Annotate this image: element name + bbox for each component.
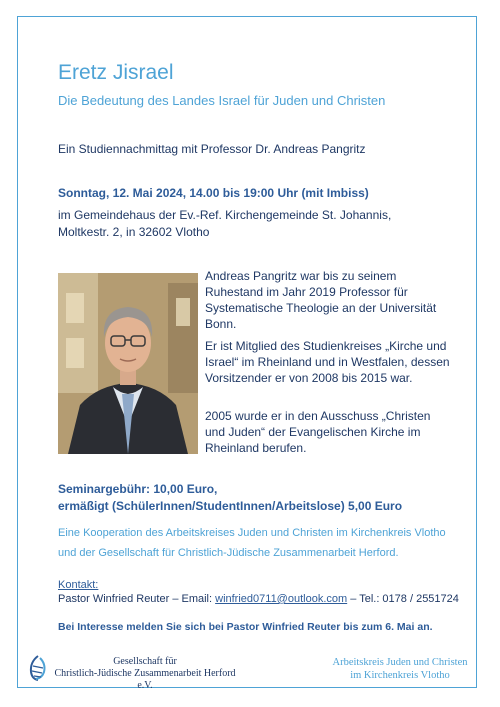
intro-line: Ein Studiennachmittag mit Professor Dr. Andreas Pangritz: [58, 142, 366, 156]
contact-phone: – Tel.: 0178 / 2551724: [347, 593, 459, 605]
speaker-photo: [58, 273, 198, 454]
society-name: [50, 656, 240, 692]
fee-line-1: Seminargebühr: 10,00 Euro,: [58, 482, 218, 496]
working-group-line-2: im Kirchenkreis Vlotho: [350, 670, 450, 681]
contact-email-link[interactable]: winfried0711@outlook.com: [215, 593, 348, 605]
registration-note: Bei Interesse melden Sie sich bei Pastor Winfried Reuter bis zum 6. Mai an.: [58, 621, 433, 633]
bio-paragraph-1: Andreas Pangritz war bis zu seinem Ruhestand im Jahr 2019 Professor für Systematische Theologie an der Universität Bonn.: [205, 269, 437, 331]
event-title: Eretz Jisrael: [58, 61, 174, 84]
venue-line-1: im Gemeindehaus der Ev.-Ref. Kirchengemeinde St. Johannis,: [58, 208, 392, 222]
event-subtitle: Die Bedeutung des Landes Israel für Juden und Christen: [58, 93, 386, 108]
event-venue: [58, 207, 391, 241]
venue-line-2: Moltkestr. 2, in 32602 Vlotho: [58, 225, 210, 239]
working-group-line-1: Arbeitskreis Juden und Christen: [332, 657, 468, 668]
event-date-time: Sonntag, 12. Mai 2024, 14.00 bis 19:00 Uhr (mit Imbiss): [58, 186, 369, 200]
society-name-line-2: Christlich-Jüdische Zusammenarbeit Herford e.V.: [54, 668, 236, 691]
fee-line-2: ermäßigt (SchülerInnen/StudentInnen/Arbeitslose) 5,00 Euro: [58, 499, 403, 513]
cooperation-line-2: und der Gesellschaft für Christlich-Jüdische Zusammenarbeit Herford.: [58, 547, 399, 559]
contact-heading: Kontakt:: [58, 579, 99, 591]
contact-prefix: Pastor Winfried Reuter – Email:: [58, 593, 216, 605]
cooperation-line-1: Eine Kooperation des Arbeitskreises Juden und Christen im Kirchenkreis Vlotho: [58, 527, 446, 539]
speaker-portrait-illustration: [58, 273, 198, 454]
society-name-line-1: Gesellschaft für: [113, 656, 177, 667]
seminar-fee: [58, 481, 402, 515]
bio-paragraph-3: 2005 wurde er in den Ausschuss „Christen und Juden“ der Evangelischen Kirche im Rheinland berufen.: [205, 409, 431, 455]
bio-paragraph-2: Er ist Mitglied des Studienkreises „Kirche und Israel“ im Rheinland und in Westfalen, dessen Vorsitzender er von 2008 bis 2015 war.: [205, 339, 450, 385]
society-logo-icon: [27, 654, 49, 682]
working-group-name: [320, 656, 480, 682]
contact-details: [58, 593, 459, 605]
